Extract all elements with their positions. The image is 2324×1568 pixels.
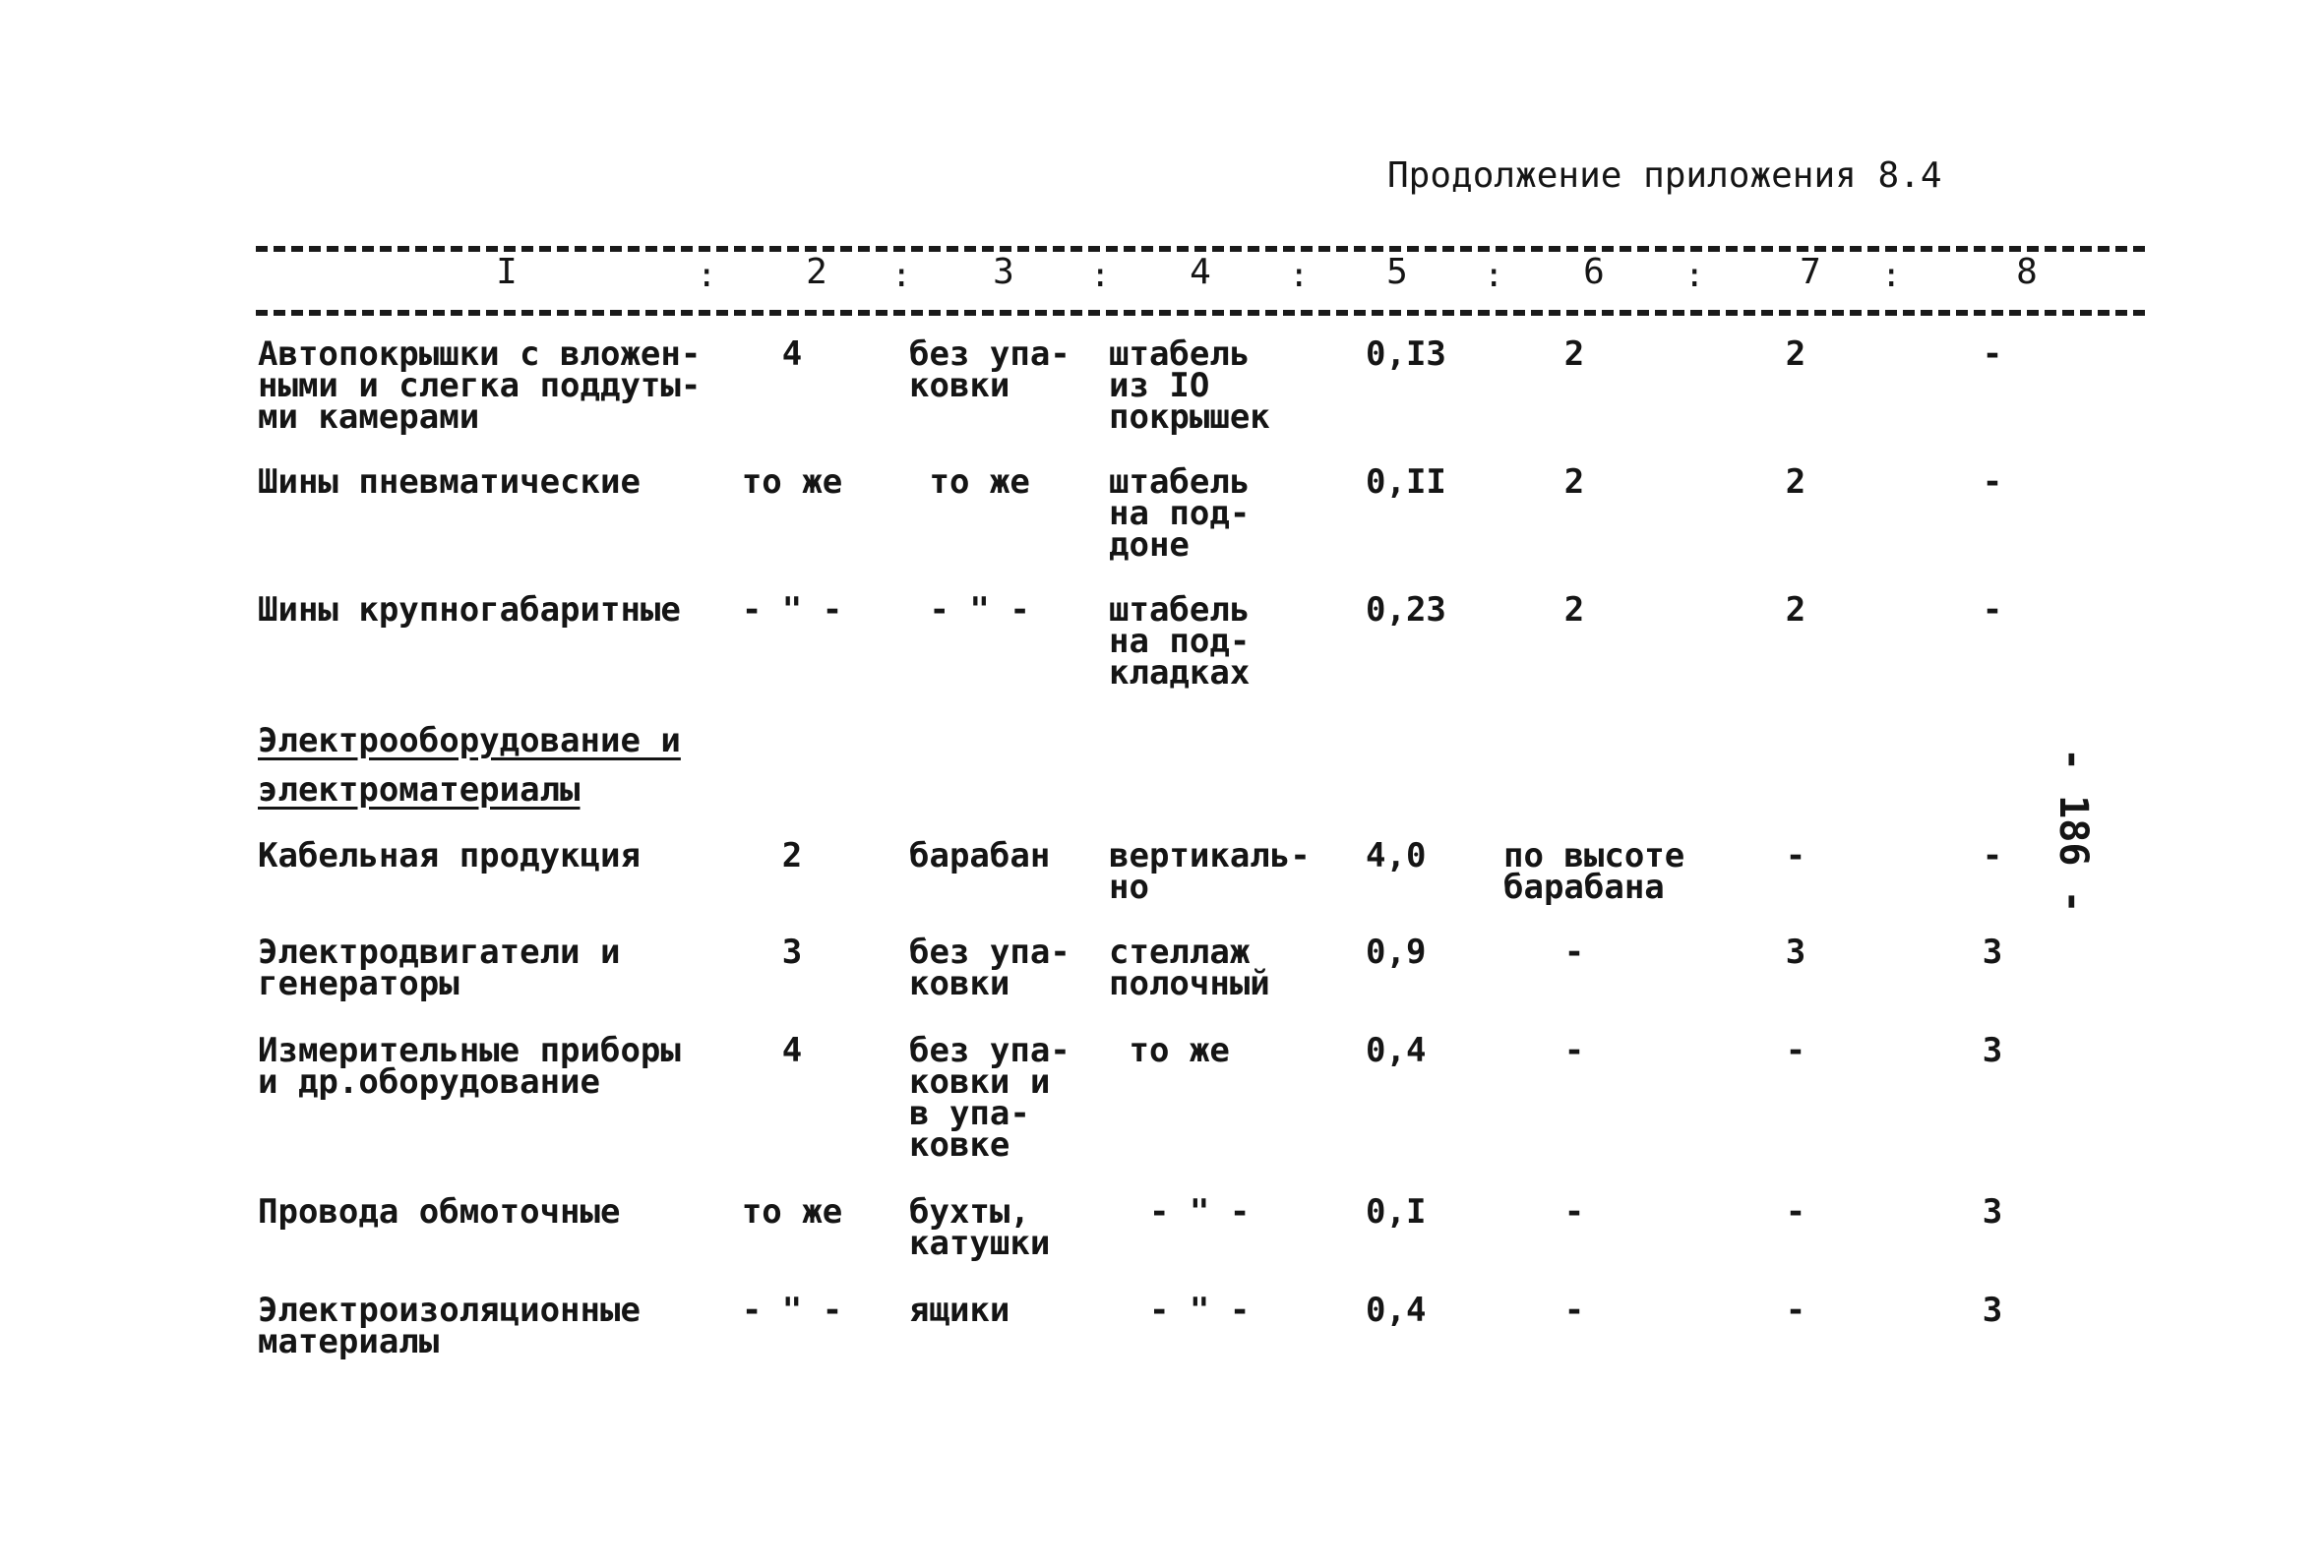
col-header-8: 8 [2016, 252, 2038, 292]
col4-value: то же [1109, 1031, 1230, 1070]
col8-value: 3 [1982, 1291, 2003, 1330]
col-header-6: 6 [1583, 252, 1605, 292]
col2-value: 3 [781, 933, 803, 972]
col-separator: : [1289, 256, 1310, 295]
col-header-1: I [496, 252, 518, 292]
item-name: Электроизоляционные материалы [258, 1291, 641, 1361]
col5-value: 0,II [1366, 462, 1446, 502]
col7-value: - [1785, 836, 1806, 875]
col8-value: - [1982, 836, 2003, 875]
col3-value: без упа- ковки [909, 933, 1070, 1003]
col8-value: 3 [1982, 1031, 2003, 1070]
col-header-4: 4 [1190, 252, 1211, 292]
page-number: - 186 - [2050, 748, 2096, 914]
col6-value: - [1563, 933, 1585, 972]
col-separator: : [697, 256, 717, 295]
col3-value: ящики [909, 1291, 1010, 1330]
col-separator: : [891, 256, 912, 295]
col2-value: то же [741, 1192, 843, 1232]
col6-value: - [1563, 1291, 1585, 1330]
item-name: Измерительные приборы и др.оборудование [258, 1031, 681, 1102]
col8-value: - [1982, 334, 2003, 374]
col5-value: 0,I [1366, 1192, 1427, 1232]
item-name: Кабельная продукция [258, 836, 641, 875]
col5-value: 4,0 [1366, 836, 1427, 875]
col-header-7: 7 [1800, 252, 1821, 292]
col5-value: 0,4 [1366, 1291, 1427, 1330]
col2-value: 4 [781, 1031, 803, 1070]
col6-value: 2 [1563, 462, 1585, 502]
col-header-2: 2 [806, 252, 827, 292]
col4-value: штабель на под- доне [1109, 462, 1251, 565]
col7-value: - [1785, 1192, 1806, 1232]
col4-value: вертикаль- но [1109, 836, 1311, 907]
col6-value: - [1563, 1192, 1585, 1232]
col8-value: 3 [1982, 933, 2003, 972]
item-name: Провода обмоточные [258, 1192, 621, 1232]
col-header-5: 5 [1386, 252, 1408, 292]
col7-value: 3 [1785, 933, 1806, 972]
header-bottom-rule [256, 310, 2145, 316]
col5-value: 0,I3 [1366, 334, 1446, 374]
col2-value: то же [741, 462, 843, 502]
col-separator: : [1090, 256, 1111, 295]
item-name: Шины пневматические [258, 462, 641, 502]
col6-value: по высоте барабана [1503, 836, 1685, 907]
col3-value: то же [909, 462, 1030, 502]
col8-value: - [1982, 462, 2003, 502]
col8-value: 3 [1982, 1192, 2003, 1232]
col3-value: без упа- ковки [909, 334, 1070, 405]
col7-value: 2 [1785, 590, 1806, 630]
col-separator: : [1484, 256, 1504, 295]
col6-value: 2 [1563, 334, 1585, 374]
section-title: Электрооборудование и электроматериалы [258, 721, 681, 810]
col-header-3: 3 [993, 252, 1014, 292]
col7-value: - [1785, 1031, 1806, 1070]
col5-value: 0,9 [1366, 933, 1427, 972]
col-separator: : [1881, 256, 1902, 295]
col2-value: - " - [741, 1291, 843, 1330]
col7-value: 2 [1785, 334, 1806, 374]
col3-value: - " - [909, 590, 1030, 630]
col4-value: стеллаж полочный [1109, 933, 1270, 1003]
col3-value: бухты, катушки [909, 1192, 1051, 1263]
col7-value: - [1785, 1291, 1806, 1330]
col2-value: - " - [741, 590, 843, 630]
col6-value: - [1563, 1031, 1585, 1070]
col5-value: 0,4 [1366, 1031, 1427, 1070]
continuation-heading: Продолжение приложения 8.4 [1387, 155, 1942, 196]
col-separator: : [1684, 256, 1705, 295]
col5-value: 0,23 [1366, 590, 1446, 630]
col2-value: 4 [781, 334, 803, 374]
col7-value: 2 [1785, 462, 1806, 502]
item-name: Электродвигатели и генераторы [258, 933, 621, 1003]
col8-value: - [1982, 590, 2003, 630]
col4-value: штабель из IO покрышек [1109, 334, 1270, 437]
col4-value: - " - [1109, 1291, 1251, 1330]
item-name: Автопокрышки с вложен- ными и слегка поддуты- ми камерами [258, 334, 702, 437]
col2-value: 2 [781, 836, 803, 875]
item-name: Шины крупногабаритные [258, 590, 681, 630]
col6-value: 2 [1563, 590, 1585, 630]
col4-value: - " - [1109, 1192, 1251, 1232]
col3-value: барабан [909, 836, 1051, 875]
col4-value: штабель на под- кладках [1109, 590, 1251, 693]
col3-value: без упа- ковки и в упа- ковке [909, 1031, 1070, 1165]
